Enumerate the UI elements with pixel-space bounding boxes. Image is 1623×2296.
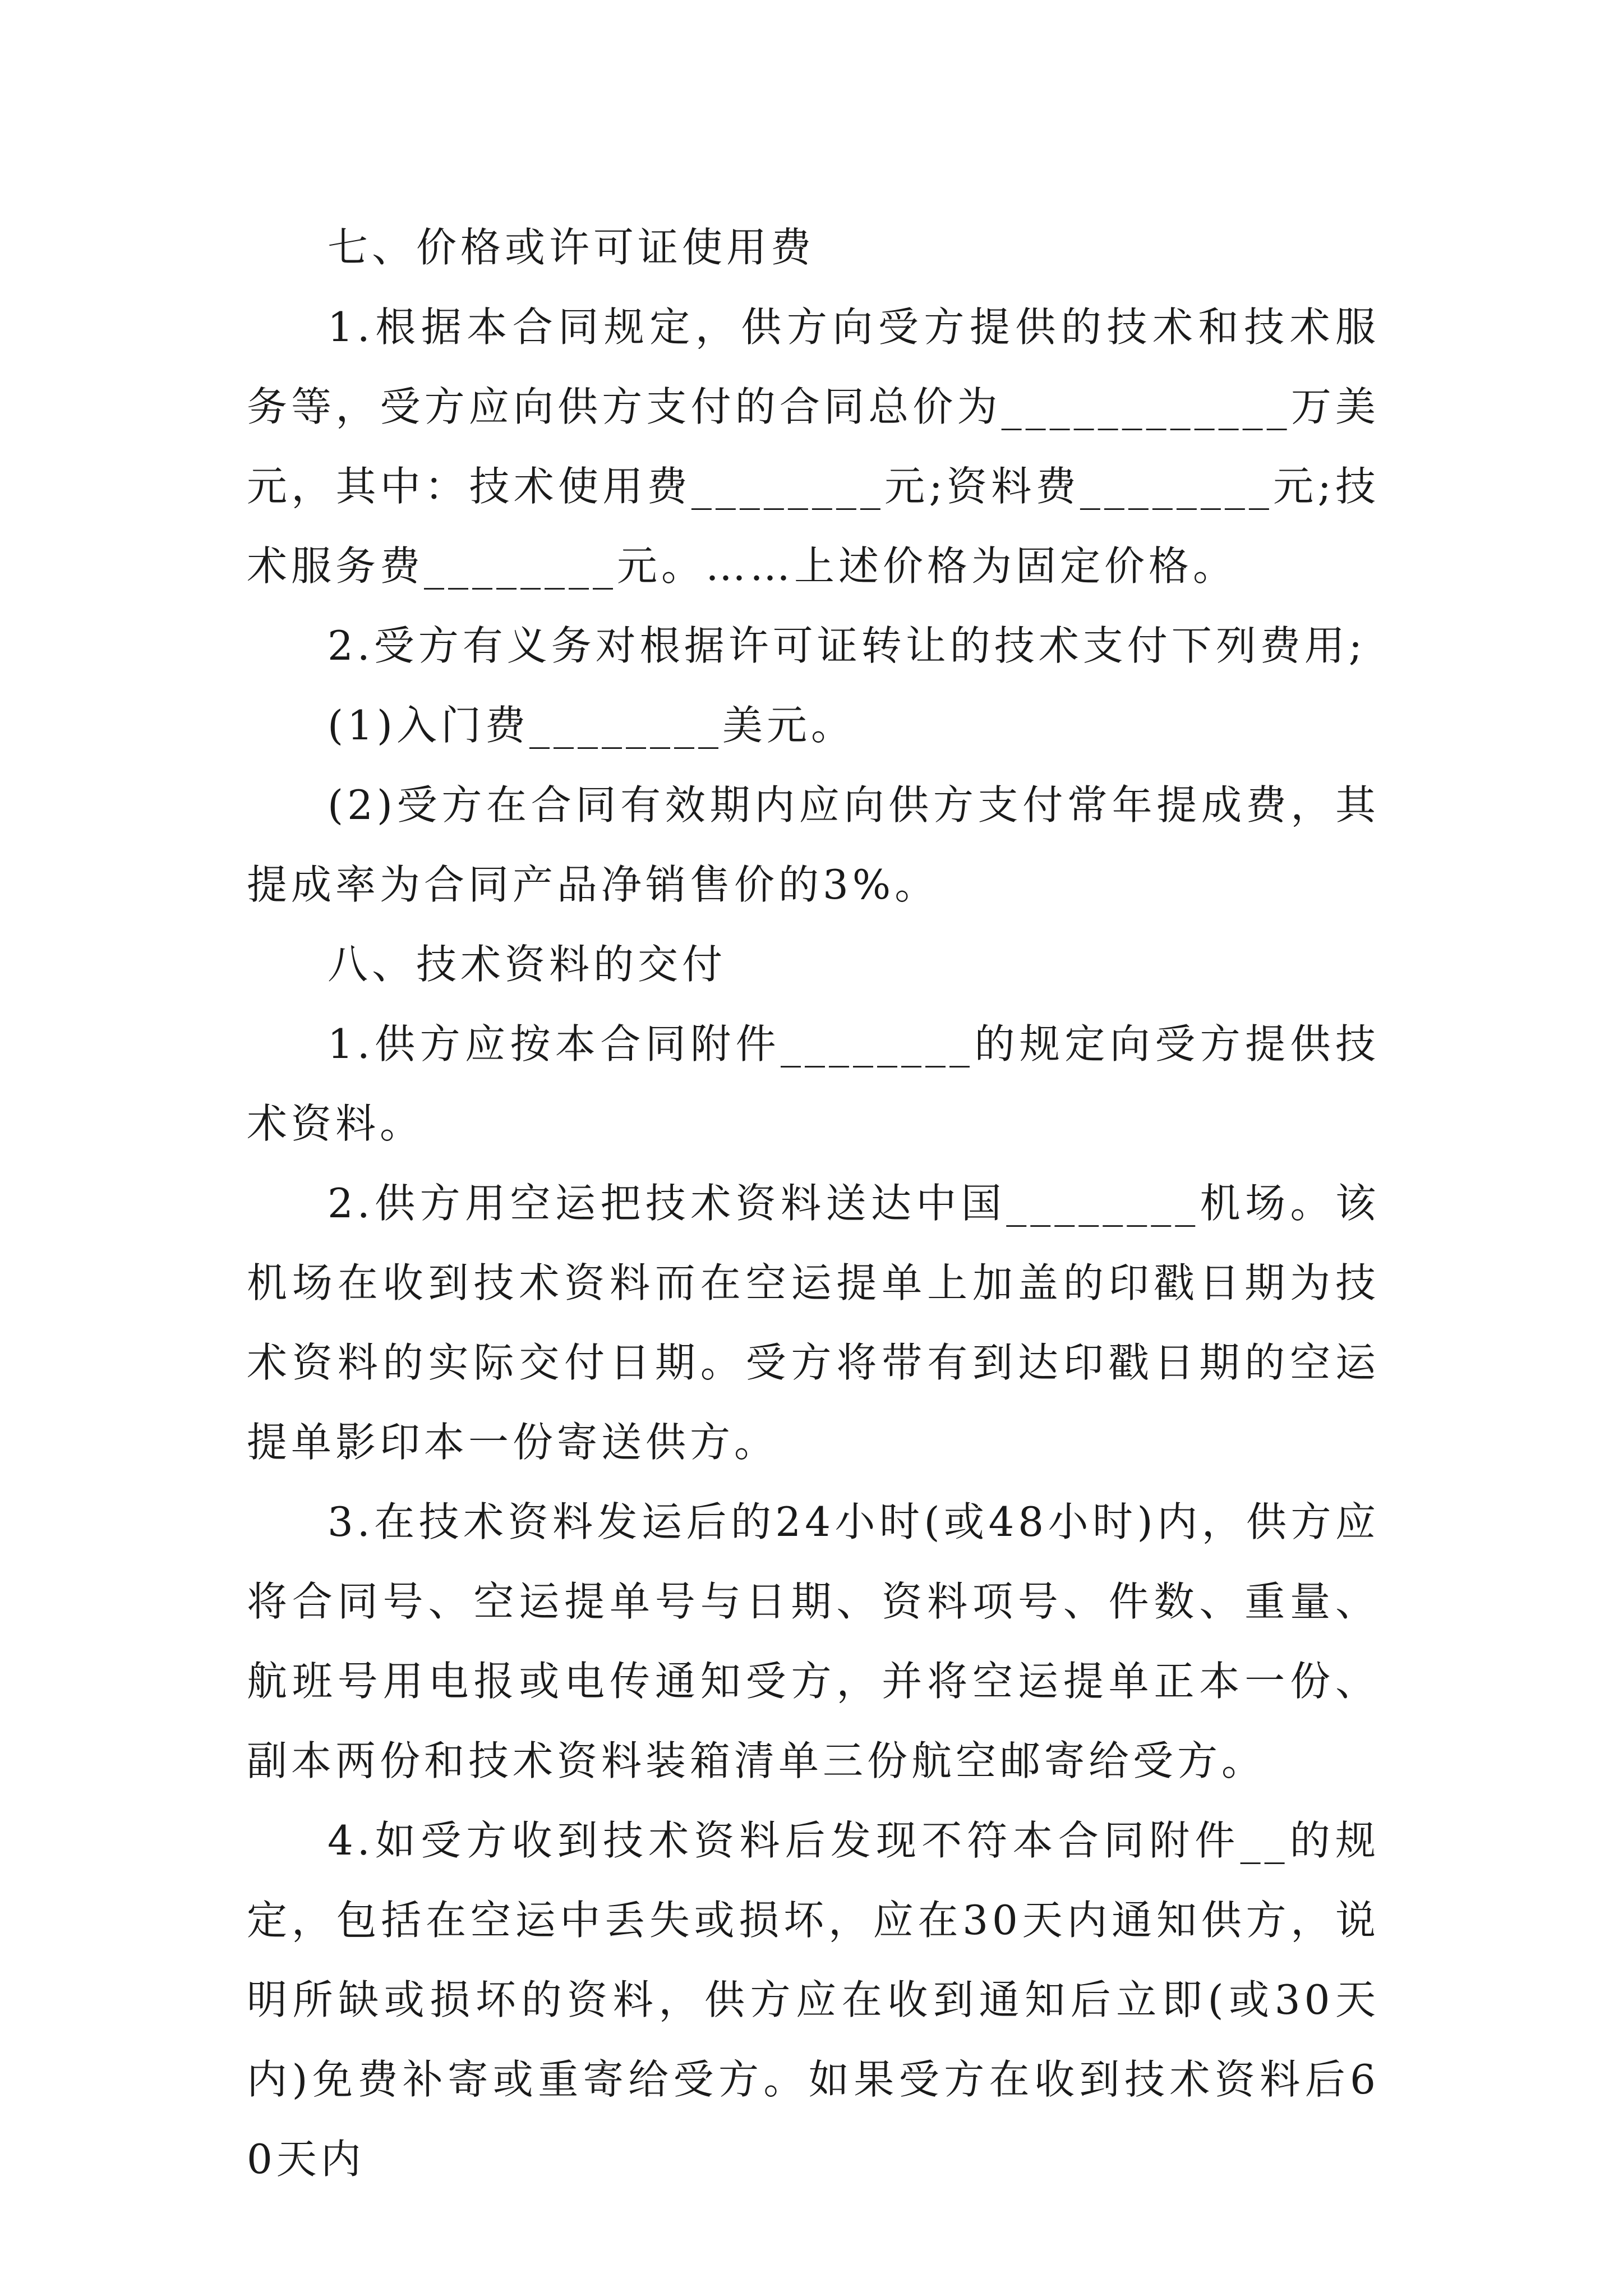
paragraph-total-price: 1.根据本合同规定，供方向受方提供的技术和技术服务等，受方应向供方支付的合同总价为____________万美元，其中：技术使用费________元;资料费________元;技术服务费________元。……上述价格为固定价格。: [247, 303, 1380, 590]
paragraph-shipping-notice: 3.在技术资料发运后的24小时(或48小时)内，供方应将合同号、空运提单号与日期、资料项号、件数、重量、航班号用电报或电传通知受方，并将空运提单正本一份、副本两份和技术资料装箱清单三份航空邮寄给受方。: [247, 1498, 1380, 1784]
paragraph-entry-fee: (1)入门费________美元。: [328, 702, 855, 749]
paragraph-license-fees: 2.受方有义务对根据许可证转让的技术支付下列费用;: [328, 622, 1366, 669]
paragraph-missing-documents: 4.如受方收到技术资料后发现不符本合同附件__的规定，包括在空运中丢失或损坏，应在30天内通知供方，说明所缺或损坏的资料，供方应在收到通知后立即(或30天内)免费补寄或重寄给受方。如果受方在收到技术资料后60天内: [247, 1817, 1380, 2183]
paragraph-air-transport: 2.供方用空运把技术资料送达中国________机场。该机场在收到技术资料而在空运提单上加盖的印戳日期为技术资料的实际交付日期。受方将带有到达印戳日期的空运提单影印本一份寄送供方。: [247, 1180, 1380, 1466]
section-heading-delivery: 八、技术资料的交付: [328, 941, 727, 988]
section-heading-price: 七、价格或许可证使用费: [328, 224, 815, 271]
paragraph-delivery-annex: 1.供方应按本合同附件________的规定向受方提供技术资料。: [247, 1020, 1380, 1147]
paragraph-royalty: (2)受方在合同有效期内应向供方支付常年提成费，其提成率为合同产品净销售价的3%。: [247, 781, 1380, 908]
document-body: [247, 208, 1380, 2199]
